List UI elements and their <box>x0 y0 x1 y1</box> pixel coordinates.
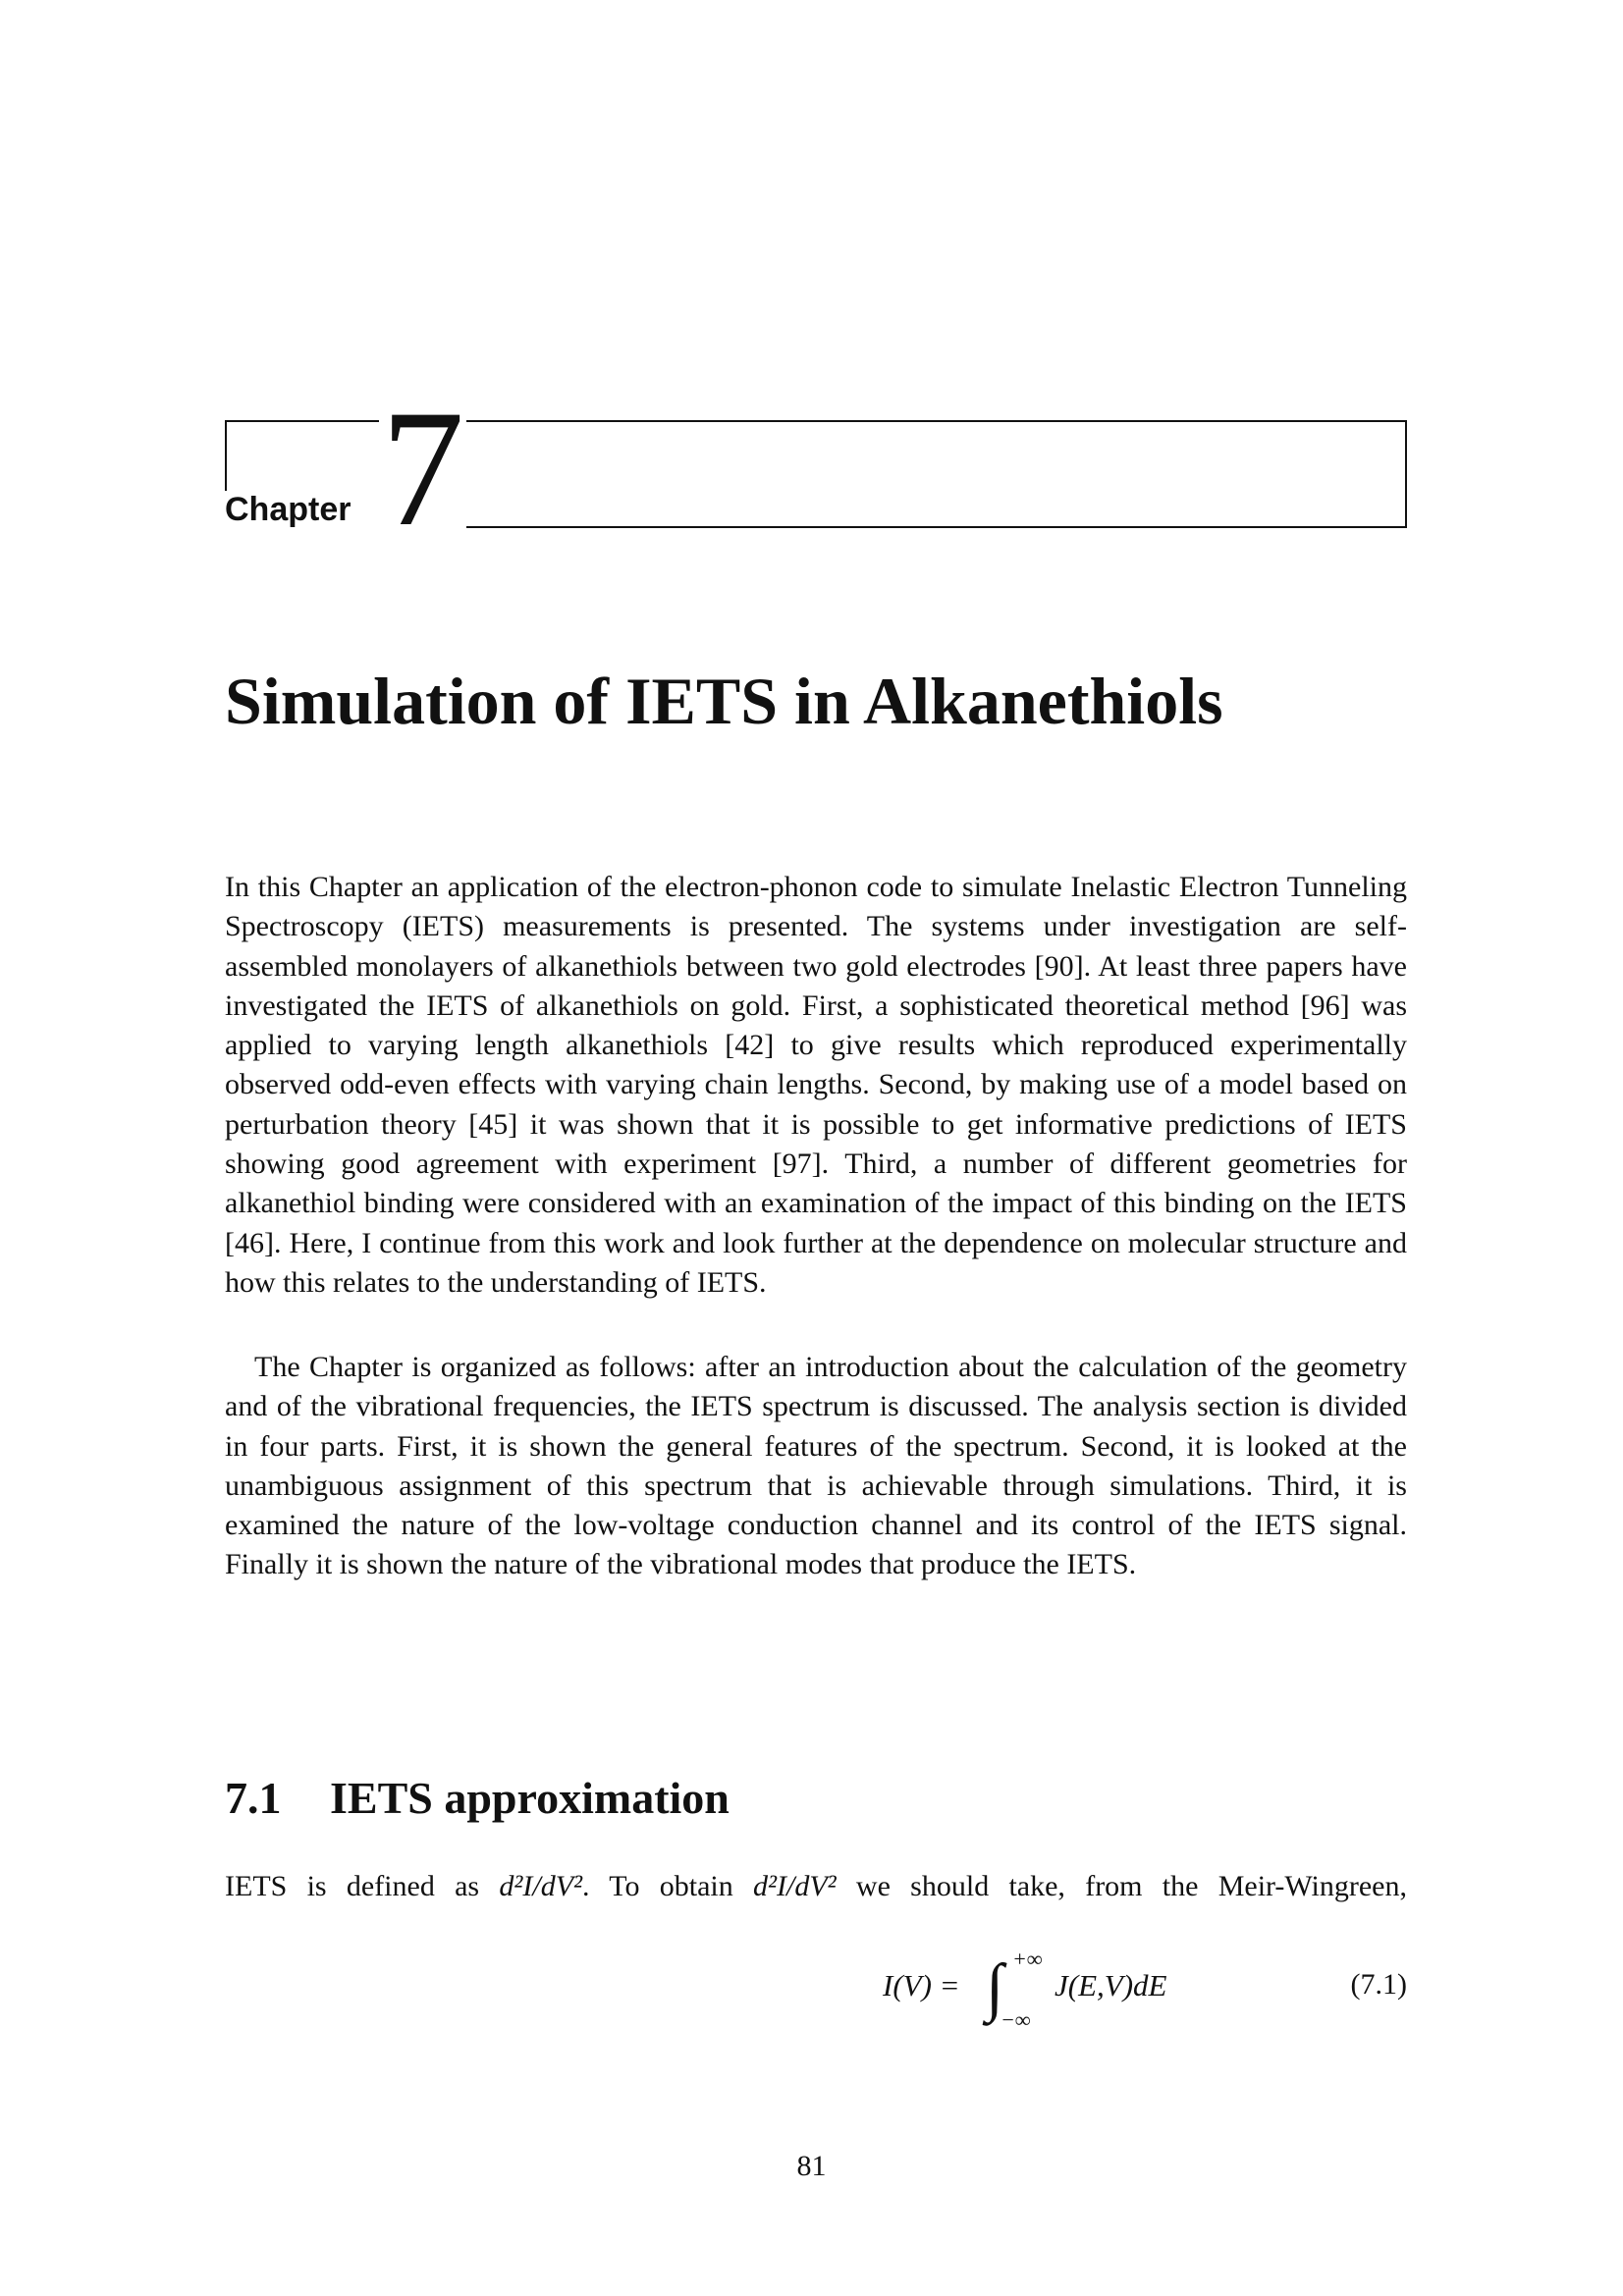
equation-number: (7.1) <box>1350 1968 1407 2001</box>
equation-7-1 <box>225 1949 1407 2037</box>
intro-text-c: we should take, from the Meir-Wingreen, <box>836 1870 1407 1902</box>
iets-definition-line <box>225 1870 1407 1903</box>
intro-math-a: d²I/dV² <box>499 1870 583 1902</box>
equation-rhs: J(E,V)dE <box>1055 1968 1167 2002</box>
integral-lower-limit: −∞ <box>1001 2007 1031 2032</box>
frame-left-tick <box>225 420 227 491</box>
frame-top-right-line <box>466 420 1407 422</box>
chapter-number: 7 <box>381 376 464 561</box>
page-number: 81 <box>796 2150 827 2182</box>
intro-text-a: IETS is defined as <box>225 1870 500 1902</box>
intro-math-b: d²I/dV² <box>753 1870 837 1902</box>
equation-lhs: I(V) = <box>883 1968 960 2002</box>
frame-right-line <box>1405 420 1407 528</box>
intro-text-b: . To obtain <box>582 1870 754 1902</box>
section-heading <box>225 1772 730 1824</box>
integral-upper-limit: +∞ <box>1012 1947 1043 1971</box>
frame-bottom-line <box>466 526 1407 528</box>
section-number: 7.1 <box>225 1773 282 1823</box>
section-title: IETS approximation <box>330 1773 730 1823</box>
chapter-title: Simulation of IETS in Alkanethiols <box>225 664 1223 738</box>
frame-top-left-line <box>225 420 379 422</box>
chapter-label: Chapter <box>225 491 352 528</box>
paragraph-1: In this Chapter an application of the electron-phonon code to simulate Inelastic Electron Tunneling Spectroscopy (IETS) measurements is presented. The systems under investigation are self-assembled monolayers of alkanethiols between two gold electrodes [90]. At least three papers have investigated the IETS of alkanethiols on gold. First, a sophisticated theoretical method [96] was applied to varying length alkanethiols [42] to give results which reproduced experimentally observed odd-even effects with varying chain lengths. Second, by making use of a model based on perturbation theory [45] it was shown that it is possible to get informative predictions of IETS showing good agreement with experiment [97]. Third, a number of different geometries for alkanethiol binding were considered with an examination of the impact of this binding on the IETS [46]. Here, I continue from this work and look further at the dependence on molecular structure and how this relates to the understanding of IETS. <box>225 871 1407 1299</box>
integral-sign: ∫ <box>986 1951 1004 2023</box>
paragraph-2: The Chapter is organized as follows: after an introduction about the calculation of the geometry and of the vibrational frequencies, the IETS spectrum is discussed. The analysis section is divided in four parts. First, it is shown the general features of the spectrum. Second, it is looked at the unambiguous assignment of this spectrum that is achievable through simulations. Third, it is examined the nature of the low-voltage conduction channel and its control of the IETS signal. Finally it is shown the nature of the vibrational modes that produce the IETS. <box>225 1351 1407 1581</box>
